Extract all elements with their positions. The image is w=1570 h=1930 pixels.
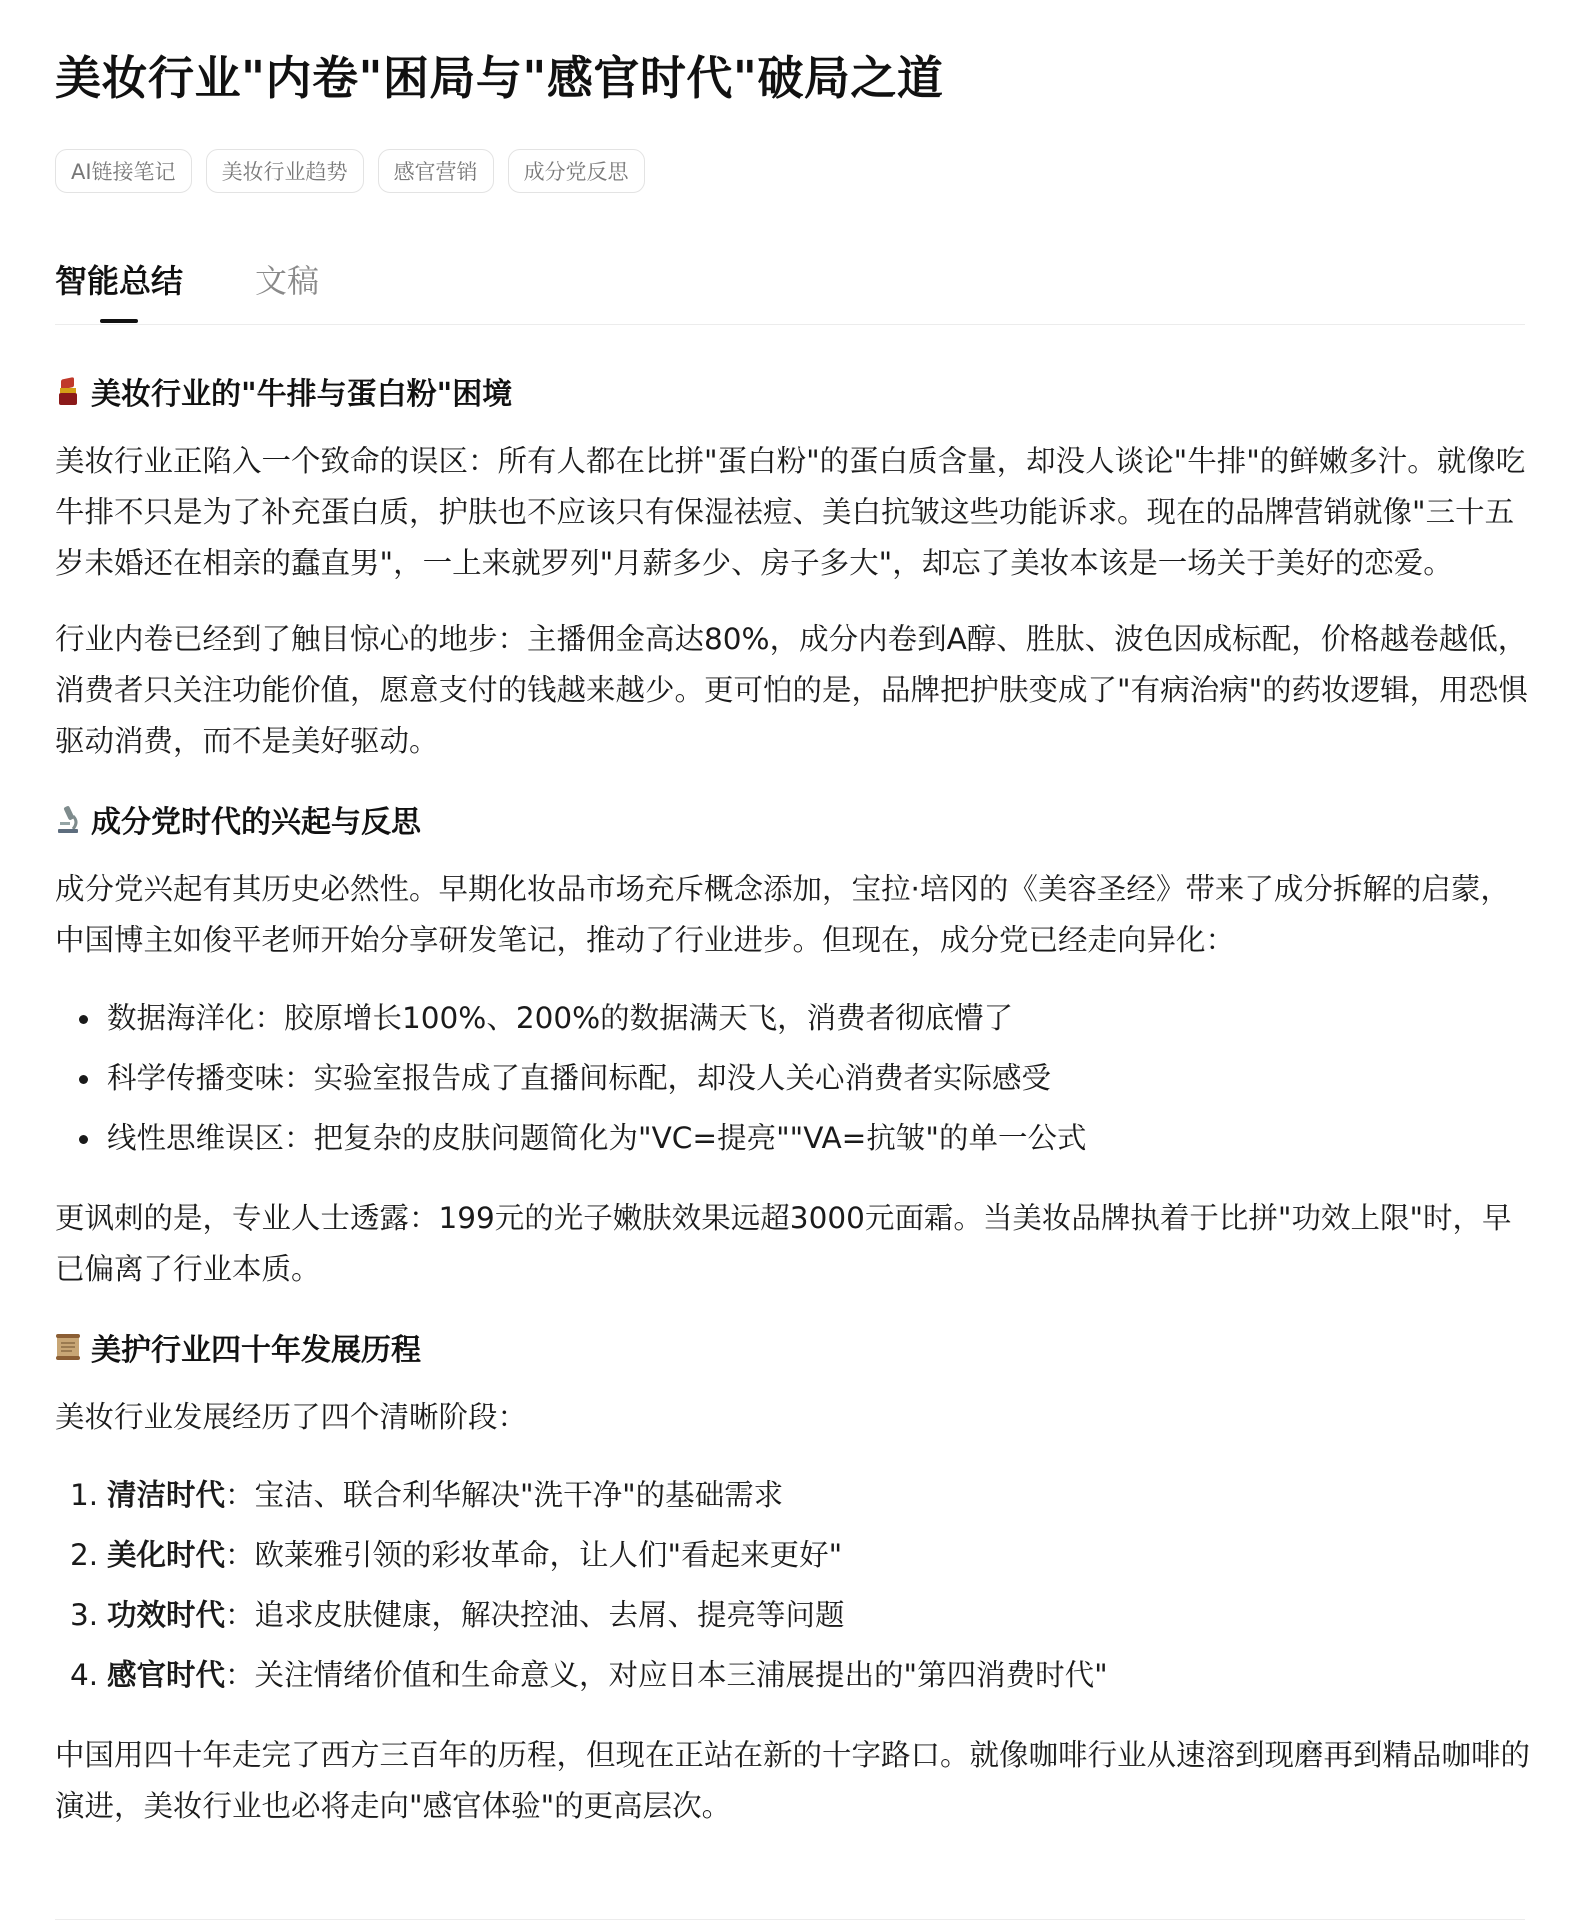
scroll-icon bbox=[55, 1332, 81, 1362]
tag-chip[interactable]: 成分党反思 bbox=[508, 149, 645, 193]
list-item bbox=[55, 1645, 1530, 1705]
tag-chip[interactable]: AI链接笔记 bbox=[55, 149, 192, 193]
paragraph: 中国用四十年走完了西方三百年的历程，但现在正站在新的十字路口。就像咖啡行业从速溶到现磨再到精品咖啡的演进，美妆行业也必将走向"感官体验"的更高层次。 bbox=[55, 1738, 1531, 1823]
list-item: 科学传播变味：实验室报告成了直播间标配，却没人关心消费者实际感受 bbox=[55, 1048, 1530, 1108]
list-item bbox=[55, 1525, 1530, 1585]
paragraph: 美妆行业发展经历了四个清晰阶段： bbox=[55, 1400, 528, 1434]
section-heading-text: 美护行业四十年发展历程 bbox=[91, 1333, 421, 1368]
stage-term: 感官时代 bbox=[107, 1658, 226, 1692]
microscope-icon bbox=[55, 804, 81, 834]
list-number: 1. bbox=[70, 1478, 99, 1512]
stage-desc: ：关注情绪价值和生命意义，对应日本三浦展提出的"第四消费时代" bbox=[225, 1658, 1108, 1692]
summary-content bbox=[55, 364, 1530, 1857]
section-heading bbox=[55, 364, 1530, 418]
section-heading bbox=[55, 1320, 1530, 1374]
section bbox=[55, 1320, 1530, 1832]
tag-chip[interactable]: 美妆行业趋势 bbox=[206, 149, 364, 193]
stage-list bbox=[55, 1465, 1530, 1705]
bottom-divider bbox=[55, 1919, 1525, 1920]
stage-desc: ：追求皮肤健康，解决控油、去屑、提亮等问题 bbox=[225, 1598, 845, 1632]
list-number: 4. bbox=[70, 1658, 99, 1692]
tab-summary[interactable]: 智能总结 bbox=[55, 262, 184, 300]
section bbox=[55, 364, 1530, 767]
page-title: 美妆行业"内卷"困局与"感官时代"破局之道 bbox=[55, 51, 944, 105]
paragraph: 成分党兴起有其历史必然性。早期化妆品市场充斥概念添加，宝拉·培冈的《美容圣经》带来了成分拆解的启蒙，中国博主如俊平老师开始分享研发笔记，推动了行业进步。但现在，成分党已经走向异化： bbox=[55, 872, 1510, 957]
tab-script[interactable]: 文稿 bbox=[255, 262, 320, 300]
stage-desc: ：欧莱雅引领的彩妆革命，让人们"看起来更好" bbox=[225, 1538, 843, 1572]
list-item bbox=[55, 1465, 1530, 1525]
list-number: 3. bbox=[70, 1598, 99, 1632]
list-item: 数据海洋化：胶原增长100%、200%的数据满天飞，消费者彻底懵了 bbox=[55, 988, 1530, 1048]
section bbox=[55, 792, 1530, 1295]
tag-chip[interactable]: 感官营销 bbox=[378, 149, 494, 193]
list-item: 线性思维误区：把复杂的皮肤问题简化为"VC=提亮""VA=抗皱"的单一公式 bbox=[55, 1108, 1530, 1168]
paragraph: 行业内卷已经到了触目惊心的地步：主播佣金高达80%，成分内卷到A醇、胜肽、波色因成标配，价格越卷越低，消费者只关注功能价值，愿意支付的钱越来越少。更可怕的是，品牌把护肤变成了"有病治病"的药妆逻辑，用恐惧驱动消费，而不是美好驱动。 bbox=[55, 622, 1528, 758]
active-tab-indicator bbox=[100, 319, 138, 323]
stage-term: 美化时代 bbox=[107, 1538, 226, 1572]
tab-bar bbox=[55, 256, 319, 302]
bullet-list bbox=[55, 988, 1530, 1168]
tag-list bbox=[55, 149, 645, 193]
lipstick-icon bbox=[55, 376, 81, 406]
paragraph: 美妆行业正陷入一个致命的误区：所有人都在比拼"蛋白粉"的蛋白质含量，却没人谈论"牛排"的鲜嫩多汁。就像吃牛排不只是为了补充蛋白质，护肤也不应该只有保湿祛痘、美白抗皱这些功能诉求。现在的品牌营销就像"三十五岁未婚还在相亲的蠢直男"，一上来就罗列"月薪多少、房子多大"，却忘了美妆本该是一场关于美好的恋爱。 bbox=[55, 444, 1526, 580]
list-number: 2. bbox=[70, 1538, 99, 1572]
section-heading-text: 成分党时代的兴起与反思 bbox=[91, 805, 421, 840]
tab-divider bbox=[55, 324, 1525, 325]
section-heading-text: 美妆行业的"牛排与蛋白粉"困境 bbox=[91, 377, 513, 412]
stage-term: 功效时代 bbox=[107, 1598, 226, 1632]
stage-term: 清洁时代 bbox=[107, 1478, 226, 1512]
paragraph: 更讽刺的是，专业人士透露：199元的光子嫩肤效果远超3000元面霜。当美妆品牌执着于比拼"功效上限"时，早已偏离了行业本质。 bbox=[55, 1201, 1512, 1286]
stage-desc: ：宝洁、联合利华解决"洗干净"的基础需求 bbox=[225, 1478, 784, 1512]
list-item bbox=[55, 1585, 1530, 1645]
section-heading bbox=[55, 792, 1530, 846]
